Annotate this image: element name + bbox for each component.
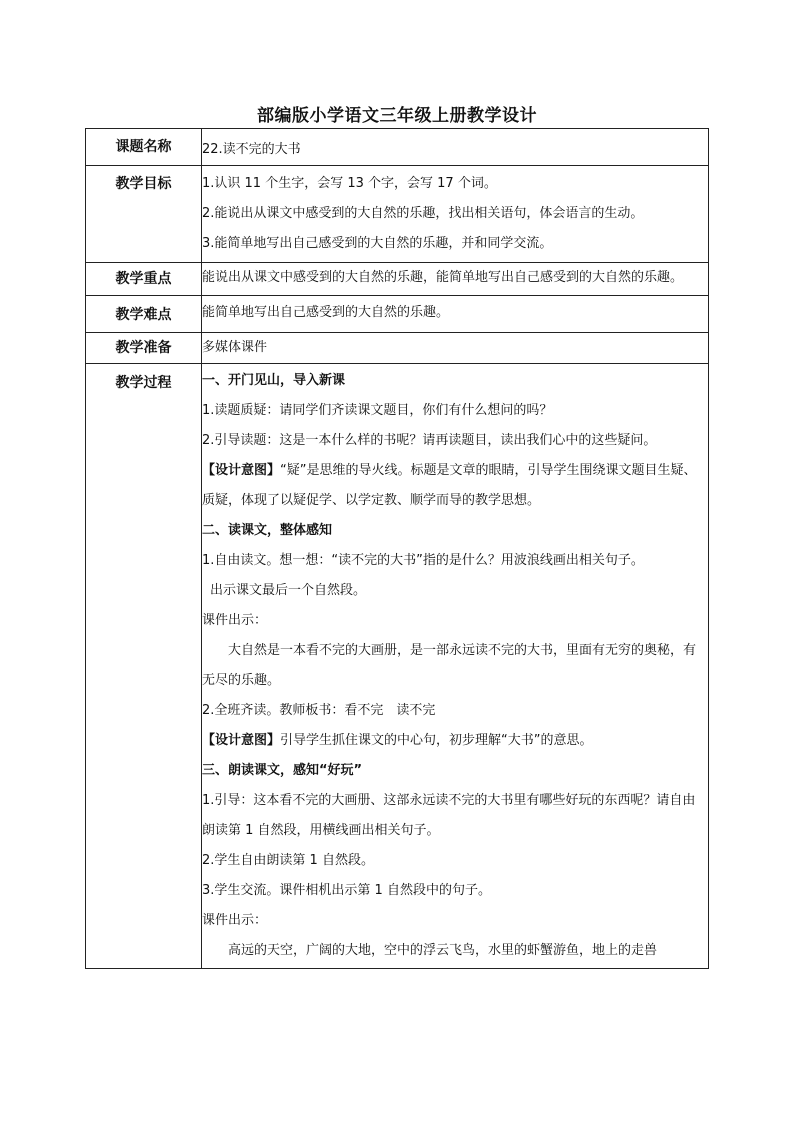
difficulties-label: 教学难点 (86, 296, 202, 333)
table-row-goals (86, 166, 709, 263)
section2-intent-text: 引导学生抓住课文的中心句，初步理解“大书”的意思。 (280, 733, 593, 748)
section1-intent-tag: 【设计意图】 (202, 463, 281, 478)
section2-heading: 二、读课文，整体感知 (202, 523, 333, 538)
section3-step3: 3.学生交流。课件相机出示第 1 自然段中的句子。 (202, 883, 491, 898)
section2-step2: 2.全班齐读。教师板书：看不完 读不完 (202, 703, 436, 718)
section1-step1: 1.读题质疑：请同学们齐读课文题目，你们有什么想问的吗？ (202, 403, 553, 418)
process-content (202, 364, 709, 969)
table-row-key-points (86, 263, 709, 296)
section1-intent-text: “疑”是思维的导火线。标题是文章的眼睛，引导学生围绕课文题目生疑、质疑，体现了以疑促学、以学定教、顺学而导的教学思想。 (202, 463, 697, 508)
topic-label: 课题名称 (86, 129, 202, 166)
goals-label: 教学目标 (86, 166, 202, 263)
difficulties-text: 能简单地写出自己感受到的大自然的乐趣。 (202, 305, 450, 320)
key-points-content (202, 263, 709, 296)
section2-step1: 1.自由读文。想一想：“读不完的大书”指的是什么？用波浪线画出相关句子。 (202, 553, 644, 568)
section2-intent (202, 726, 708, 756)
table-row-topic (86, 129, 709, 166)
section3-slide-text: 高远的天空，广阔的大地，空中的浮云飞鸟，水里的虾蟹游鱼，地上的走兽 (228, 943, 658, 958)
section3-heading: 三、朗读课文，感知“好玩” (202, 763, 363, 778)
preparation-label: 教学准备 (86, 333, 202, 364)
table-row-difficulties (86, 296, 709, 333)
section1-heading: 一、开门见山，导入新课 (202, 373, 346, 388)
key-points-text: 能说出从课文中感受到的大自然的乐趣，能简单地写出自己感受到的大自然的乐趣。 (202, 270, 684, 285)
section2-slide-text: 大自然是一本看不完的大画册，是一部永远读不完的大书，里面有无穷的奥秘，有无尽的乐趣。 (202, 643, 697, 688)
goal-item-2: 2.能说出从课文中感受到的大自然的乐趣，找出相关语句，体会语言的生动。 (202, 206, 644, 221)
goal-item-1: 1.认识 11 个生字，会写 13 个字，会写 17 个词。 (202, 176, 497, 191)
section1-step2: 2.引导读题：这是一本什么样的书呢？请再读题目，读出我们心中的这些疑问。 (202, 433, 657, 448)
preparation-content (202, 333, 709, 364)
section3-step1: 1.引导：这本看不完的大画册、这部永远读不完的大书里有哪些好玩的东西呢？请自由朗读第 1 自然段，用横线画出相关句子。 (202, 793, 696, 838)
difficulties-content (202, 296, 709, 333)
goals-content (202, 166, 709, 263)
section2-intent-tag: 【设计意图】 (202, 733, 281, 748)
document-title: 部编版小学语文三年级上册教学设计 (257, 106, 537, 126)
topic-value: 22.读不完的大书 (202, 129, 709, 166)
goal-item-3: 3.能简单地写出自己感受到的大自然的乐趣，并和同学交流。 (202, 236, 553, 251)
section3-slide-label: 课件出示： (202, 913, 268, 928)
preparation-text: 多媒体课件 (202, 340, 268, 355)
table-row-preparation (86, 333, 709, 364)
section2-step1b: 出示课文最后一个自然段。 (210, 583, 367, 598)
table-row-process (86, 364, 709, 969)
process-label: 教学过程 (86, 364, 202, 969)
lesson-plan-table (85, 128, 709, 969)
section1-intent (202, 456, 708, 516)
section2-slide-label: 课件出示： (202, 613, 268, 628)
key-points-label: 教学重点 (86, 263, 202, 296)
section3-step2: 2.学生自由朗读第 1 自然段。 (202, 853, 374, 868)
